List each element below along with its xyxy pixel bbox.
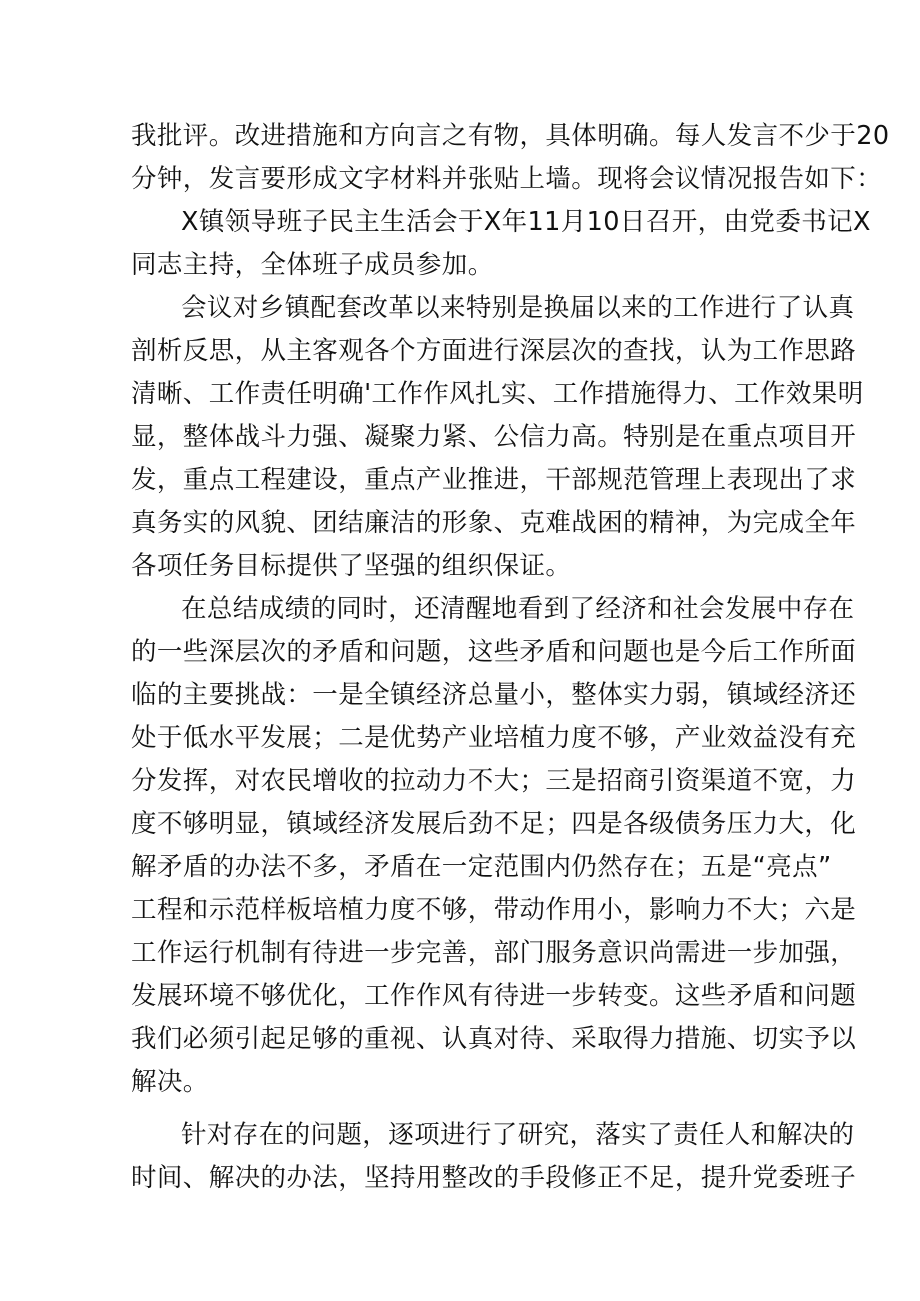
paragraph-4-line-7: 解矛盾的办法不多，矛盾在一定范围内仍然存在；五是“亮点” (131, 852, 832, 882)
paragraph-4-line-11: 我们必须引起足够的重视、认真对待、采取得力措施、切实予以 (131, 1024, 857, 1054)
paragraph-2-line-2: 同志主持，全体班子成员参加。 (131, 250, 494, 280)
paragraph-4-line-2: 的一些深层次的矛盾和问题，这些矛盾和问题也是今后工作所面 (131, 637, 857, 667)
paragraph-3-line-3: 清晰、工作责任明确'工作作风扎实、工作措施得力、工作效果明 (131, 379, 864, 409)
paragraph-4-line-8: 工程和示范样板培植力度不够，带动作用小，影响力不大；六是 (131, 895, 857, 925)
paragraph-4-line-3: 临的主要挑战：一是全镇经济总量小，整体实力弱，镇域经济还 (131, 680, 857, 710)
paragraph-4-line-6: 度不够明显，镇域经济发展后劲不足；四是各级债务压力大，化 (131, 809, 857, 839)
paragraph-3-line-4: 显，整体战斗力强、凝聚力紧、公信力高。特别是在重点项目开 (131, 422, 857, 452)
paragraph-2-line-1: X镇领导班子民主生活会于X年11月10日召开，由党委书记X (181, 207, 871, 237)
paragraph-5-line-1: 针对存在的问题，逐项进行了研究，落实了责任人和解决的 (181, 1120, 855, 1150)
paragraph-4-line-4: 处于低水平发展；二是优势产业培植力度不够，产业效益没有充 (131, 723, 857, 753)
paragraph-4-line-12: 解决。 (131, 1067, 209, 1097)
paragraph-4-line-1: 在总结成绩的同时，还清醒地看到了经济和社会发展中存在 (181, 594, 855, 624)
paragraph-4-line-5: 分发挥，对农民增收的拉动力不大；三是招商引资渠道不宽，力 (131, 766, 857, 796)
paragraph-1-line-2: 分钟，发言要形成文字材料并张贴上墙。现将会议情况报告如下： (131, 164, 883, 194)
paragraph-3-line-1: 会议对乡镇配套改革以来特别是换届以来的工作进行了认真 (181, 293, 855, 323)
paragraph-3-line-5: 发，重点工程建设，重点产业推进，干部规范管理上表现出了求 (131, 465, 857, 495)
paragraph-4-line-10: 发展环境不够优化，工作作风有待进一步转变。这些矛盾和问题 (131, 981, 857, 1011)
paragraph-3-line-2: 剖析反思，从主客观各个方面进行深层次的查找，认为工作思路 (131, 336, 857, 366)
paragraph-1-line-1: 我批评。改进措施和方向言之有物，具体明确。每人发言不少于20 (131, 121, 890, 151)
paragraph-3-line-7: 各项任务目标提供了坚强的组织保证。 (131, 551, 572, 581)
paragraph-5-line-2: 时间、解决的办法，坚持用整改的手段修正不足，提升党委班子 (131, 1163, 857, 1193)
paragraph-3-line-6: 真务实的风貌、团结廉洁的形象、克难战困的精神，为完成全年 (131, 508, 857, 538)
paragraph-4-line-9: 工作运行机制有待进一步完善，部门服务意识尚需进一步加强， (131, 938, 857, 968)
